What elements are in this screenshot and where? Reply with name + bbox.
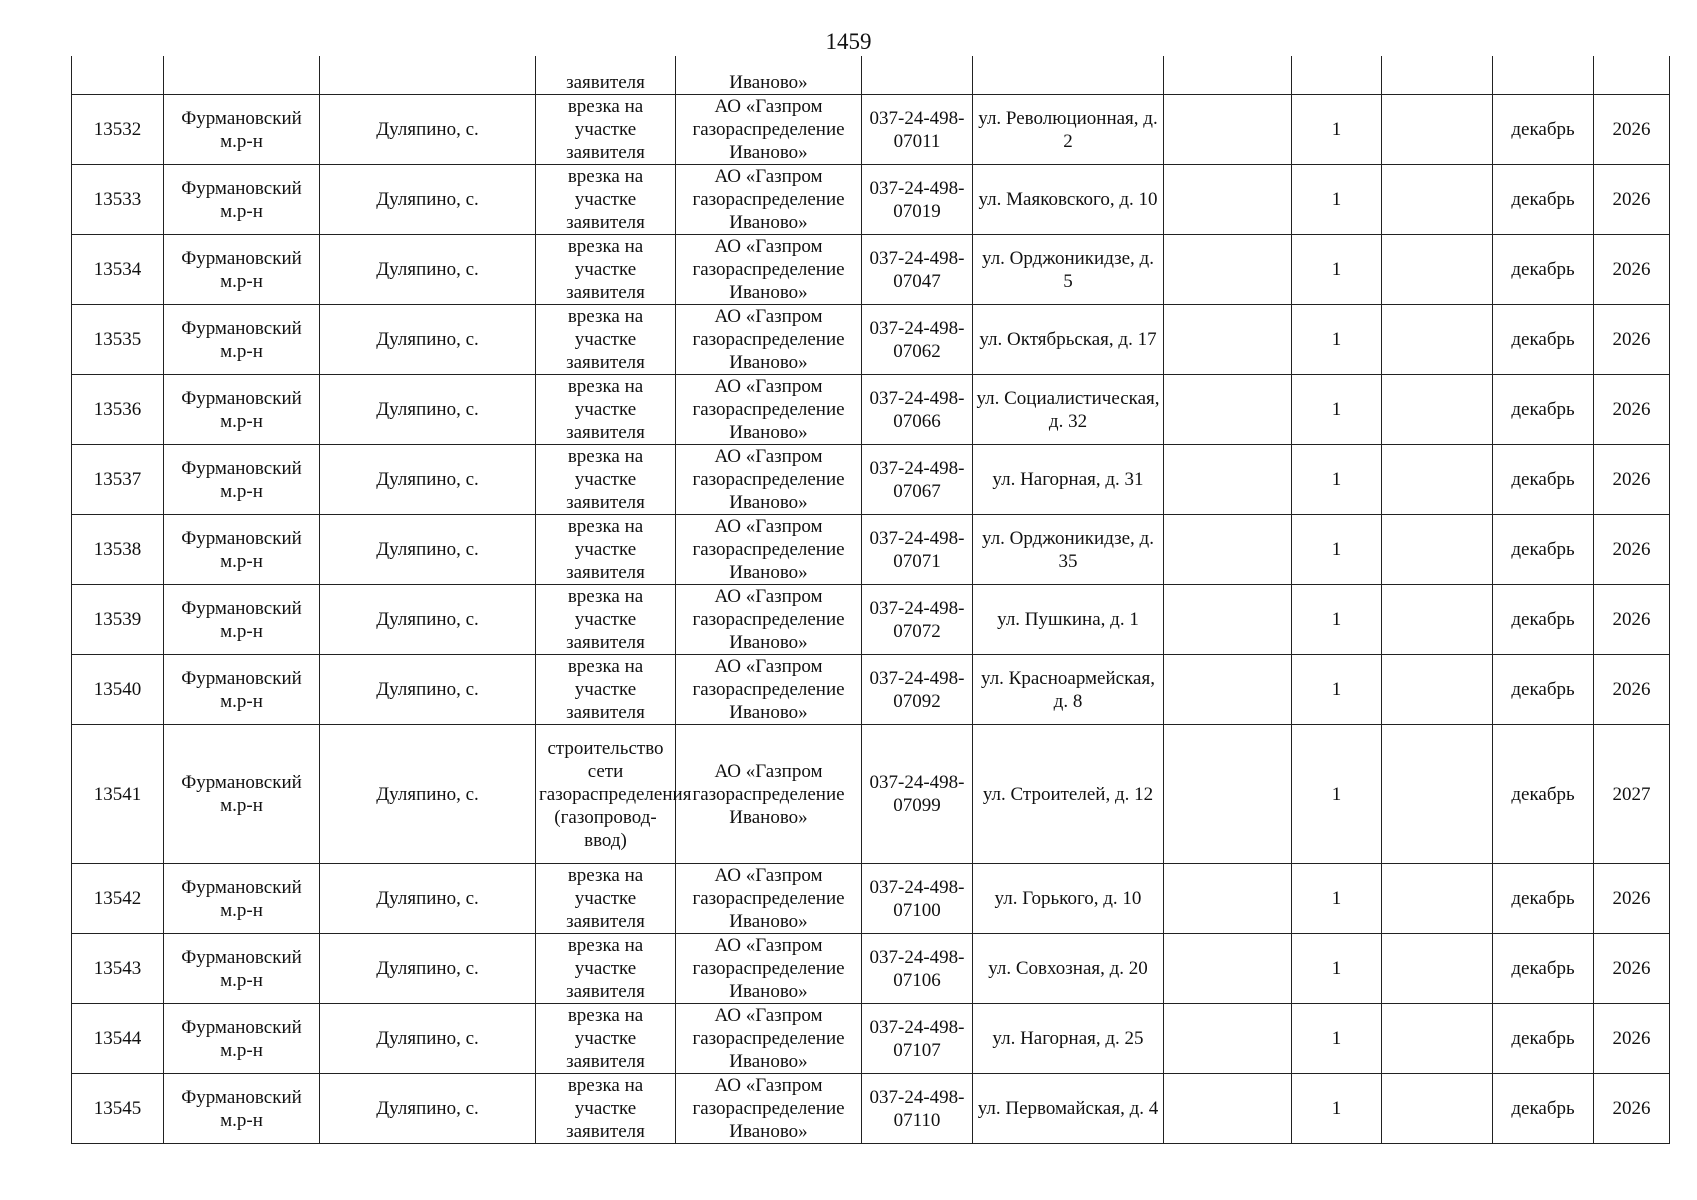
cell-address: ул. Пушкина, д. 1	[973, 585, 1164, 655]
registry-table	[71, 56, 1670, 1144]
cell-code: 037-24-498-07047	[862, 235, 973, 305]
cell-year: 2026	[1594, 235, 1670, 305]
cell-year: 2026	[1594, 655, 1670, 725]
cell-address: ул. Социалистическая, д. 32	[973, 375, 1164, 445]
cell-organization: АО «Газпром газораспределение Иваново»	[676, 95, 862, 165]
cell-locality: Дуляпино, с.	[320, 864, 536, 934]
cell-locality: Дуляпино, с.	[320, 585, 536, 655]
cell-address: ул. Октябрьская, д. 17	[973, 305, 1164, 375]
cell-empty	[320, 56, 536, 95]
cell-month: декабрь	[1493, 1074, 1594, 1144]
cell-count: 1	[1292, 1004, 1382, 1074]
cell-empty	[1164, 655, 1292, 725]
cell-year: 2026	[1594, 95, 1670, 165]
cell-code: 037-24-498-07092	[862, 655, 973, 725]
cell-organization: АО «Газпром газораспределение Иваново»	[676, 1074, 862, 1144]
table-row	[72, 515, 1670, 585]
table-row	[72, 235, 1670, 305]
cell-address: ул. Революционная, д. 2	[973, 95, 1164, 165]
cell-empty	[1382, 934, 1493, 1004]
cell-organization: АО «Газпром газораспределение Иваново»	[676, 375, 862, 445]
cell-number: 13533	[72, 165, 164, 235]
cell-count: 1	[1292, 165, 1382, 235]
cell-code: 037-24-498-07072	[862, 585, 973, 655]
cell-district: Фурмановский м.р-н	[164, 445, 320, 515]
cell-month: декабрь	[1493, 515, 1594, 585]
cell-month: декабрь	[1493, 864, 1594, 934]
table-row	[72, 1074, 1670, 1144]
cell-count: 1	[1292, 515, 1382, 585]
cell-month: декабрь	[1493, 725, 1594, 864]
cell-district: Фурмановский м.р-н	[164, 585, 320, 655]
cell-locality: Дуляпино, с.	[320, 235, 536, 305]
cell-year: 2026	[1594, 305, 1670, 375]
cell-locality: Дуляпино, с.	[320, 445, 536, 515]
cell-count: 1	[1292, 725, 1382, 864]
cell-code: 037-24-498-07100	[862, 864, 973, 934]
table-row	[72, 725, 1670, 864]
table-row	[72, 375, 1670, 445]
cell-work-type: врезка на участке заявителя	[536, 515, 676, 585]
cell-month: декабрь	[1493, 585, 1594, 655]
cell-work-type: врезка на участке заявителя	[536, 655, 676, 725]
cell-month: декабрь	[1493, 165, 1594, 235]
table-row	[72, 95, 1670, 165]
cell-number: 13538	[72, 515, 164, 585]
cell-organization: АО «Газпром газораспределение Иваново»	[676, 934, 862, 1004]
cell-locality: Дуляпино, с.	[320, 934, 536, 1004]
cell-district: Фурмановский м.р-н	[164, 235, 320, 305]
cell-locality: Дуляпино, с.	[320, 375, 536, 445]
cell-number: 13541	[72, 725, 164, 864]
cell-address: ул. Строителей, д. 12	[973, 725, 1164, 864]
cell-district: Фурмановский м.р-н	[164, 95, 320, 165]
cell-number: 13532	[72, 95, 164, 165]
cell-empty	[1382, 655, 1493, 725]
cell-work-type: врезка на участке заявителя	[536, 585, 676, 655]
cell-year: 2026	[1594, 864, 1670, 934]
cell-locality: Дуляпино, с.	[320, 1074, 536, 1144]
table-row	[72, 585, 1670, 655]
cell-empty	[1164, 445, 1292, 515]
cell-empty	[1382, 235, 1493, 305]
cell-organization: АО «Газпром газораспределение Иваново»	[676, 165, 862, 235]
cell-locality: Дуляпино, с.	[320, 305, 536, 375]
cell-year: 2026	[1594, 1074, 1670, 1144]
cell-empty	[1382, 864, 1493, 934]
cell-empty	[1164, 725, 1292, 864]
cell-code: 037-24-498-07107	[862, 1004, 973, 1074]
cell-locality: Дуляпино, с.	[320, 725, 536, 864]
table-body	[72, 56, 1670, 1144]
cell-district: Фурмановский м.р-н	[164, 1074, 320, 1144]
cell-code: 037-24-498-07019	[862, 165, 973, 235]
cell-code: 037-24-498-07099	[862, 725, 973, 864]
cell-year: 2026	[1594, 934, 1670, 1004]
cell-district: Фурмановский м.р-н	[164, 305, 320, 375]
cell-empty	[1594, 56, 1670, 95]
cell-address: ул. Орджоникидзе, д. 5	[973, 235, 1164, 305]
cell-number: 13544	[72, 1004, 164, 1074]
cell-count: 1	[1292, 585, 1382, 655]
cell-district: Фурмановский м.р-н	[164, 934, 320, 1004]
cell-empty	[1164, 1004, 1292, 1074]
cell-empty	[1382, 1074, 1493, 1144]
cell-work-type: врезка на участке заявителя	[536, 1074, 676, 1144]
cell-number: 13540	[72, 655, 164, 725]
cell-count: 1	[1292, 375, 1382, 445]
cell-month: декабрь	[1493, 305, 1594, 375]
cell-address: ул. Нагорная, д. 25	[973, 1004, 1164, 1074]
cell-empty	[1382, 165, 1493, 235]
cell-address: ул. Первомайская, д. 4	[973, 1074, 1164, 1144]
cell-number: 13539	[72, 585, 164, 655]
cell-empty	[973, 56, 1164, 95]
cell-code: 037-24-498-07011	[862, 95, 973, 165]
cell-organization: АО «Газпром газораспределение Иваново»	[676, 235, 862, 305]
cell-code: 037-24-498-07067	[862, 445, 973, 515]
cell-work-type: врезка на участке заявителя	[536, 375, 676, 445]
cell-number: 13534	[72, 235, 164, 305]
cell-empty	[1164, 165, 1292, 235]
cell-district: Фурмановский м.р-н	[164, 165, 320, 235]
cell-count: 1	[1292, 934, 1382, 1004]
cell-number: 13535	[72, 305, 164, 375]
cell-code: 037-24-498-07110	[862, 1074, 973, 1144]
cell-month: декабрь	[1493, 95, 1594, 165]
table-row	[72, 864, 1670, 934]
table-row	[72, 934, 1670, 1004]
cell-district: Фурмановский м.р-н	[164, 655, 320, 725]
cell-empty	[1164, 515, 1292, 585]
cell-year: 2027	[1594, 725, 1670, 864]
cell-empty	[164, 56, 320, 95]
cell-locality: Дуляпино, с.	[320, 515, 536, 585]
cell-count: 1	[1292, 305, 1382, 375]
table-row	[72, 165, 1670, 235]
cell-year: 2026	[1594, 515, 1670, 585]
cell-empty	[1382, 515, 1493, 585]
cell-work-type: врезка на участке заявителя	[536, 165, 676, 235]
cell-number: 13545	[72, 1074, 164, 1144]
cell-address: ул. Горького, д. 10	[973, 864, 1164, 934]
cell-work-type: врезка на участке заявителя	[536, 95, 676, 165]
cell-empty	[1164, 864, 1292, 934]
continuation-row	[72, 56, 1670, 95]
cell-address: ул. Нагорная, д. 31	[973, 445, 1164, 515]
table-row	[72, 305, 1670, 375]
cell-address: ул. Красноармейская, д. 8	[973, 655, 1164, 725]
cell-month: декабрь	[1493, 655, 1594, 725]
cell-empty	[1292, 56, 1382, 95]
cell-district: Фурмановский м.р-н	[164, 1004, 320, 1074]
cell-number: 13542	[72, 864, 164, 934]
cell-empty	[1382, 445, 1493, 515]
cell-organization: АО «Газпром газораспределение Иваново»	[676, 305, 862, 375]
cell-organization: АО «Газпром газораспределение Иваново»	[676, 655, 862, 725]
cell-empty	[72, 56, 164, 95]
cell-year: 2026	[1594, 165, 1670, 235]
cell-organization: АО «Газпром газораспределение Иваново»	[676, 585, 862, 655]
cell-empty	[1382, 305, 1493, 375]
cell-locality: Дуляпино, с.	[320, 165, 536, 235]
cell-number: 13536	[72, 375, 164, 445]
cell-district: Фурмановский м.р-н	[164, 375, 320, 445]
cell-year: 2026	[1594, 445, 1670, 515]
cell-work-type: врезка на участке заявителя	[536, 864, 676, 934]
cell-organization: АО «Газпром газораспределение Иваново»	[676, 725, 862, 864]
cell-empty	[1493, 56, 1594, 95]
cell-empty	[1382, 725, 1493, 864]
cell-year: 2026	[1594, 375, 1670, 445]
cell-organization: Иваново»	[676, 56, 862, 95]
cell-work-type: врезка на участке заявителя	[536, 934, 676, 1004]
cell-empty	[1382, 585, 1493, 655]
cell-count: 1	[1292, 655, 1382, 725]
cell-empty	[1164, 375, 1292, 445]
cell-organization: АО «Газпром газораспределение Иваново»	[676, 1004, 862, 1074]
cell-work-type: строительство сети газораспределения (газопровод-ввод)	[536, 725, 676, 864]
cell-count: 1	[1292, 1074, 1382, 1144]
cell-month: декабрь	[1493, 445, 1594, 515]
cell-count: 1	[1292, 235, 1382, 305]
cell-empty	[1382, 95, 1493, 165]
cell-month: декабрь	[1493, 235, 1594, 305]
cell-work-type: врезка на участке заявителя	[536, 235, 676, 305]
cell-organization: АО «Газпром газораспределение Иваново»	[676, 515, 862, 585]
cell-work-type: врезка на участке заявителя	[536, 305, 676, 375]
cell-work-type: заявителя	[536, 56, 676, 95]
cell-month: декабрь	[1493, 934, 1594, 1004]
cell-address: ул. Орджоникидзе, д. 35	[973, 515, 1164, 585]
cell-count: 1	[1292, 864, 1382, 934]
cell-locality: Дуляпино, с.	[320, 95, 536, 165]
cell-work-type: врезка на участке заявителя	[536, 1004, 676, 1074]
table-row	[72, 445, 1670, 515]
cell-number: 13543	[72, 934, 164, 1004]
table-row	[72, 655, 1670, 725]
cell-empty	[1164, 585, 1292, 655]
table-row	[72, 1004, 1670, 1074]
cell-empty	[1382, 1004, 1493, 1074]
cell-empty	[1164, 56, 1292, 95]
cell-district: Фурмановский м.р-н	[164, 864, 320, 934]
cell-empty	[862, 56, 973, 95]
cell-address: ул. Совхозная, д. 20	[973, 934, 1164, 1004]
page-number: 1459	[825, 29, 872, 54]
cell-empty	[1382, 375, 1493, 445]
cell-month: декабрь	[1493, 1004, 1594, 1074]
cell-count: 1	[1292, 95, 1382, 165]
cell-empty	[1164, 305, 1292, 375]
cell-district: Фурмановский м.р-н	[164, 725, 320, 864]
cell-year: 2026	[1594, 585, 1670, 655]
cell-empty	[1164, 95, 1292, 165]
cell-organization: АО «Газпром газораспределение Иваново»	[676, 445, 862, 515]
cell-code: 037-24-498-07062	[862, 305, 973, 375]
cell-address: ул. Маяковского, д. 10	[973, 165, 1164, 235]
cell-district: Фурмановский м.р-н	[164, 515, 320, 585]
cell-locality: Дуляпино, с.	[320, 655, 536, 725]
cell-empty	[1382, 56, 1493, 95]
cell-code: 037-24-498-07066	[862, 375, 973, 445]
cell-number: 13537	[72, 445, 164, 515]
cell-empty	[1164, 1074, 1292, 1144]
cell-locality: Дуляпино, с.	[320, 1004, 536, 1074]
cell-month: декабрь	[1493, 375, 1594, 445]
cell-empty	[1164, 235, 1292, 305]
cell-code: 037-24-498-07071	[862, 515, 973, 585]
cell-code: 037-24-498-07106	[862, 934, 973, 1004]
cell-work-type: врезка на участке заявителя	[536, 445, 676, 515]
cell-year: 2026	[1594, 1004, 1670, 1074]
cell-empty	[1164, 934, 1292, 1004]
cell-count: 1	[1292, 445, 1382, 515]
cell-organization: АО «Газпром газораспределение Иваново»	[676, 864, 862, 934]
